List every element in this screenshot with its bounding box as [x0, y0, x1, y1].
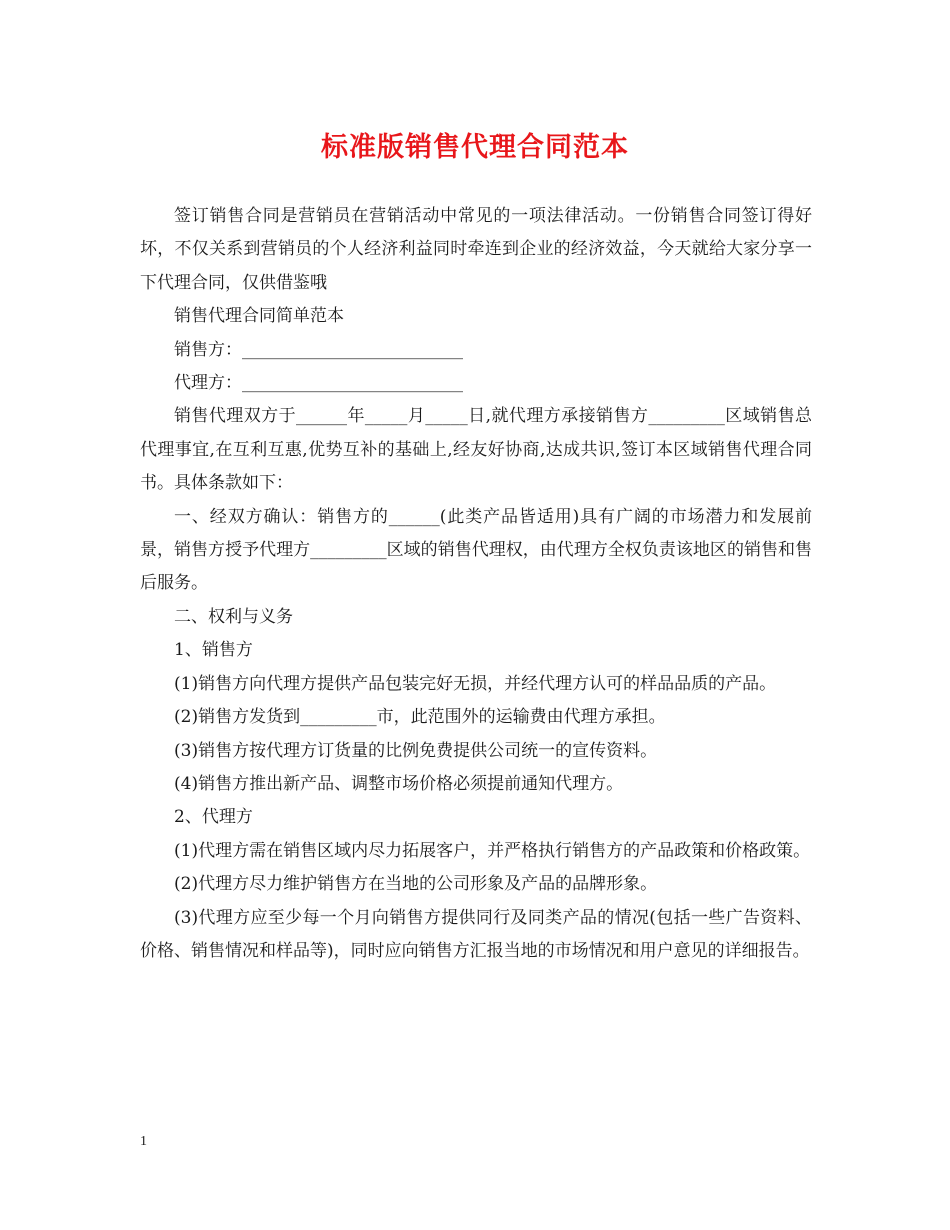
agent-item-3: (3)代理方应至少每一个月向销售方提供同行及同类产品的情况(包括一些广告资料、价格、销售情况和样品等)，同时应向销售方汇报当地的市场情况和用户意见的详细报告。 — [140, 907, 812, 961]
section-heading: 销售代理合同简单范本 — [174, 306, 344, 327]
agent-item-2: (2)代理方尽力维护销售方在当地的公司形象及产品的品牌形象。 — [174, 874, 658, 895]
page-number: 1 — [140, 1134, 147, 1149]
seller-line: 销售方：__________________________ — [174, 339, 463, 360]
seller-subheading: 1、销售方 — [174, 640, 253, 661]
seller-item-2: (2)销售方发货到_________市，此范围外的运输费由代理方承担。 — [174, 707, 666, 728]
clause-one-paragraph: 一、经双方确认：销售方的______(此类产品皆适用)具有广阔的市场潜力和发展前景，销售方授予代理方_________区域的销售代理权，由代理方全权负责该地区的销售和售后服务。 — [140, 506, 812, 594]
agent-line: 代理方：__________________________ — [174, 373, 463, 394]
agent-item-1: (1)代理方需在销售区域内尽力拓展客户，并严格执行销售方的产品政策和价格政策。 — [174, 840, 811, 861]
intro-paragraph: 签订销售合同是营销员在营销活动中常见的一项法律活动。一份销售合同签订得好坏，不仅关系到营销员的个人经济利益同时牵连到企业的经济效益，今天就给大家分享一下代理合同，仅供借鉴哦 — [140, 206, 812, 293]
document-title: 标准版销售代理合同范本 — [321, 132, 629, 163]
seller-item-4: (4)销售方推出新产品、调整市场价格必须提前通知代理方。 — [174, 773, 624, 794]
agent-subheading: 2、代理方 — [174, 807, 253, 828]
clause-two-heading: 二、权利与义务 — [174, 606, 293, 627]
seller-item-3: (3)销售方按代理方订货量的比例免费提供公司统一的宣传资料。 — [174, 740, 658, 761]
seller-item-1: (1)销售方向代理方提供产品包装完好无损，并经代理方认可的样品品质的产品。 — [174, 673, 777, 694]
document-body — [140, 200, 812, 968]
agreement-paragraph: 销售代理双方于______年_____月_____日,就代理方承接销售方_________区域销售总代理事宜,在互利互惠,优势互补的基础上,经友好协商,达成共识,签订本区域销售代理合同书。具体条款如下： — [140, 406, 812, 494]
